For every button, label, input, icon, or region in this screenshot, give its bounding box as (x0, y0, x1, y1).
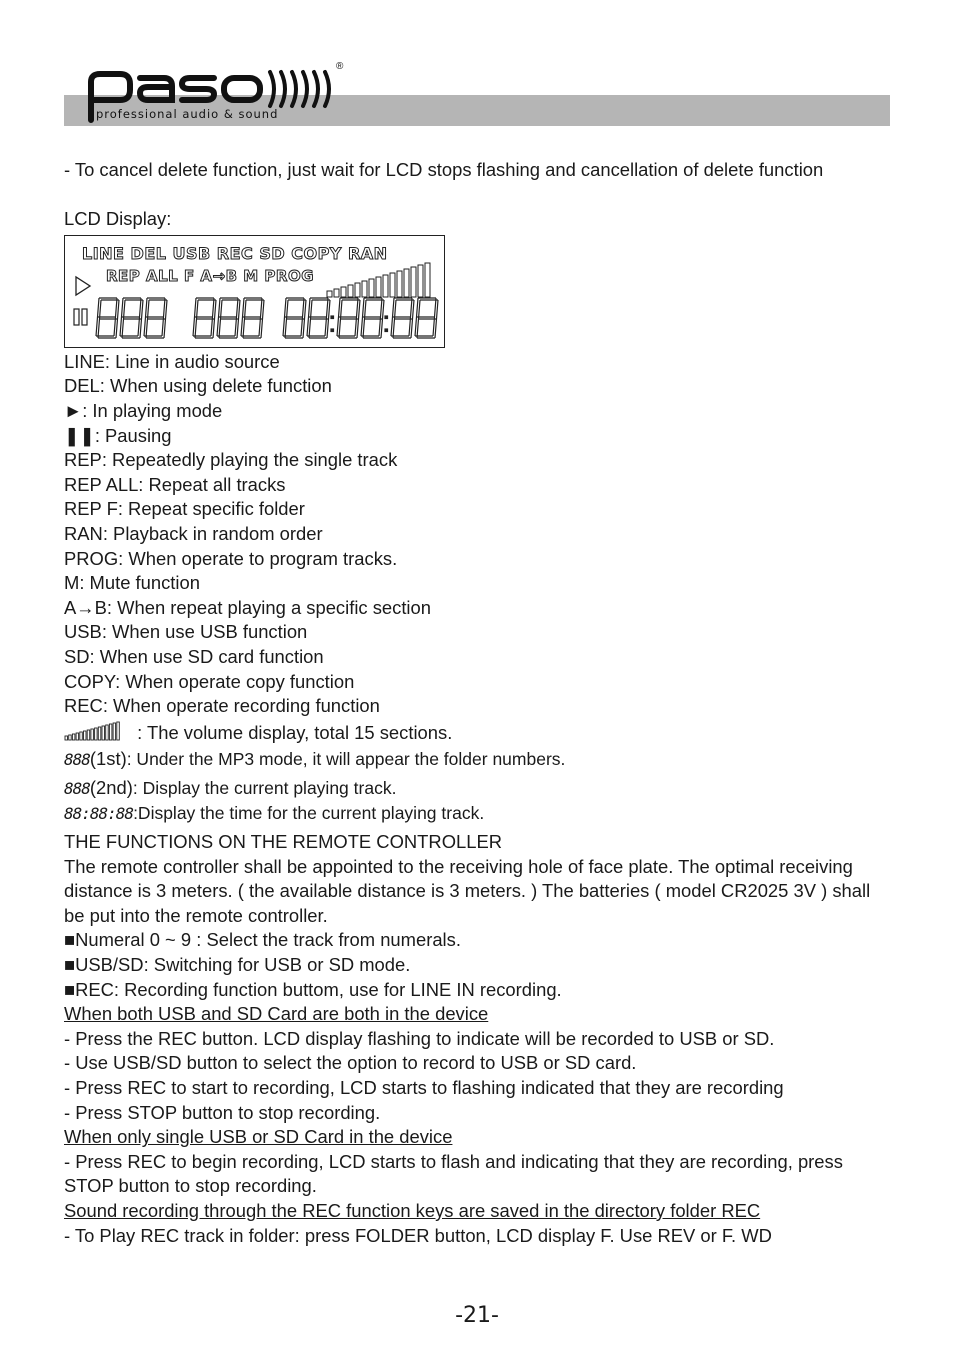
both-step-1: - Press the REC button. LCD display flashing to indicate will be recorded to USB or SD. (64, 1027, 775, 1049)
single-device-heading: When only single USB or SD Card in the device (64, 1126, 453, 1148)
lcd-digit (120, 298, 143, 338)
legend-track (64, 776, 894, 802)
logo-tagline: professional audio & sound (96, 107, 279, 121)
play-icon (76, 277, 90, 295)
time-digits: 88:88:88 (64, 804, 134, 824)
both-step-2: - Use USB/SD button to select the option to record to USB or SD card. (64, 1052, 637, 1074)
legend-rep-all: REP ALL: Repeat all tracks (64, 473, 286, 495)
lcd-colon-dot (385, 316, 388, 319)
volume-bars-icon (327, 263, 430, 297)
lcd-digit (415, 298, 438, 338)
lcd-diagram (64, 235, 445, 348)
time-text: :Display the time for the current playing track. (133, 803, 485, 824)
both-step-3: - Press REC to start to recording, LCD starts to flashing indicated that they are recording (64, 1077, 784, 1098)
lcd-digit (144, 298, 167, 338)
lcd-display-title: LCD Display: (64, 208, 172, 230)
volume-text: : The volume display, total 15 sections. (132, 721, 453, 743)
single-step-1: - Press REC to begin recording, LCD starts to flash and indicating that they are recording, press STOP button to stop recording. (64, 1150, 843, 1197)
lcd-digit (361, 298, 384, 338)
both-step-4: - Press STOP button to stop recording. (64, 1101, 381, 1123)
lcd-digit (283, 298, 306, 338)
lcd-digit (307, 298, 330, 338)
lcd-digit (391, 298, 414, 338)
track-tag: (2nd) (89, 776, 133, 798)
remote-heading: THE FUNCTIONS ON THE REMOTE CONTROLLER (64, 831, 502, 853)
legend-rec: REC: When operate recording function (64, 695, 380, 717)
both-devices-heading: When both USB and SD Card are both in the device (64, 1003, 489, 1025)
lcd-digit (241, 298, 264, 338)
legend-time (64, 801, 894, 827)
lcd-row2-labels: REP ALL F A→B M PROG (106, 266, 315, 285)
remote-bullet-numeral: ■Numeral 0 ~ 9 : Select the track from numerals. (64, 929, 461, 951)
lcd-digit (217, 298, 240, 338)
lcd-colon-dot (331, 316, 334, 319)
track-digits: 888 (64, 778, 90, 798)
seven-segment-digits (96, 298, 438, 338)
legend-folder (64, 747, 894, 773)
legend-mute: M: Mute function (64, 572, 200, 594)
lcd-digit (337, 298, 360, 338)
legend-sd: SD: When use SD card function (64, 645, 324, 667)
legend-ab: A→B: When repeat playing a specific section (64, 596, 431, 618)
lcd-digit (96, 298, 119, 338)
track-text: : Display the current playing track. (132, 777, 397, 798)
folder-digits: 888 (64, 750, 90, 770)
legend-prog: PROG: When operate to program tracks. (64, 547, 398, 569)
lcd-row1-labels: LINE DEL USB REC SD COPY RAN (82, 243, 388, 263)
lcd-colon-dot (385, 329, 388, 332)
legend-ran: RAN: Playback in random order (64, 522, 323, 544)
volume-icon (64, 721, 122, 741)
remote-paragraph: The remote controller shall be appointed to the receiving hole of face plate. The optimal receiving distance is 3 meters. ( the available distance is 3 meters. ) The batteries ( model CR2025 3V ) shall be put into the remote controller. (64, 855, 871, 926)
page-content (64, 158, 894, 1248)
registered-mark: ® (336, 61, 344, 72)
lcd-colon-dot (331, 329, 334, 332)
legend-usb: USB: When use USB function (64, 621, 308, 643)
legend-copy: COPY: When operate copy function (64, 670, 355, 692)
rec-folder-heading: Sound recording through the REC function keys are saved in the directory folder REC (64, 1199, 761, 1221)
legend-rep-f: REP F: Repeat specific folder (64, 498, 305, 520)
pause-icon (74, 309, 79, 325)
legend-line: LINE: Line in audio source (64, 350, 280, 372)
folder-text: : Under the MP3 mode, it will appear the folder numbers. (126, 749, 566, 770)
legend-del: DEL: When using delete function (64, 375, 332, 397)
lcd-digit (193, 298, 216, 338)
legend-pause: ❚❚: Pausing (64, 424, 172, 446)
remote-bullet-rec: ■REC: Recording function buttom, use for LINE IN recording. (64, 978, 562, 1000)
remote-bullet-usbsd: ■USB/SD: Switching for USB or SD mode. (64, 954, 411, 976)
folder-tag: (1st) (89, 748, 127, 770)
page-number: -21- (455, 1303, 499, 1328)
cancel-delete-note: - To cancel delete function, just wait for LCD stops flashing and cancellation of delete function (64, 159, 824, 180)
legend-rep: REP: Repeatedly playing the single track (64, 449, 398, 471)
rec-folder-step: - To Play REC track in folder: press FOLDER button, LCD display F. Use REV or F. WD (64, 1224, 772, 1246)
legend-volume (64, 721, 894, 746)
legend-play: ►: In playing mode (64, 399, 223, 421)
